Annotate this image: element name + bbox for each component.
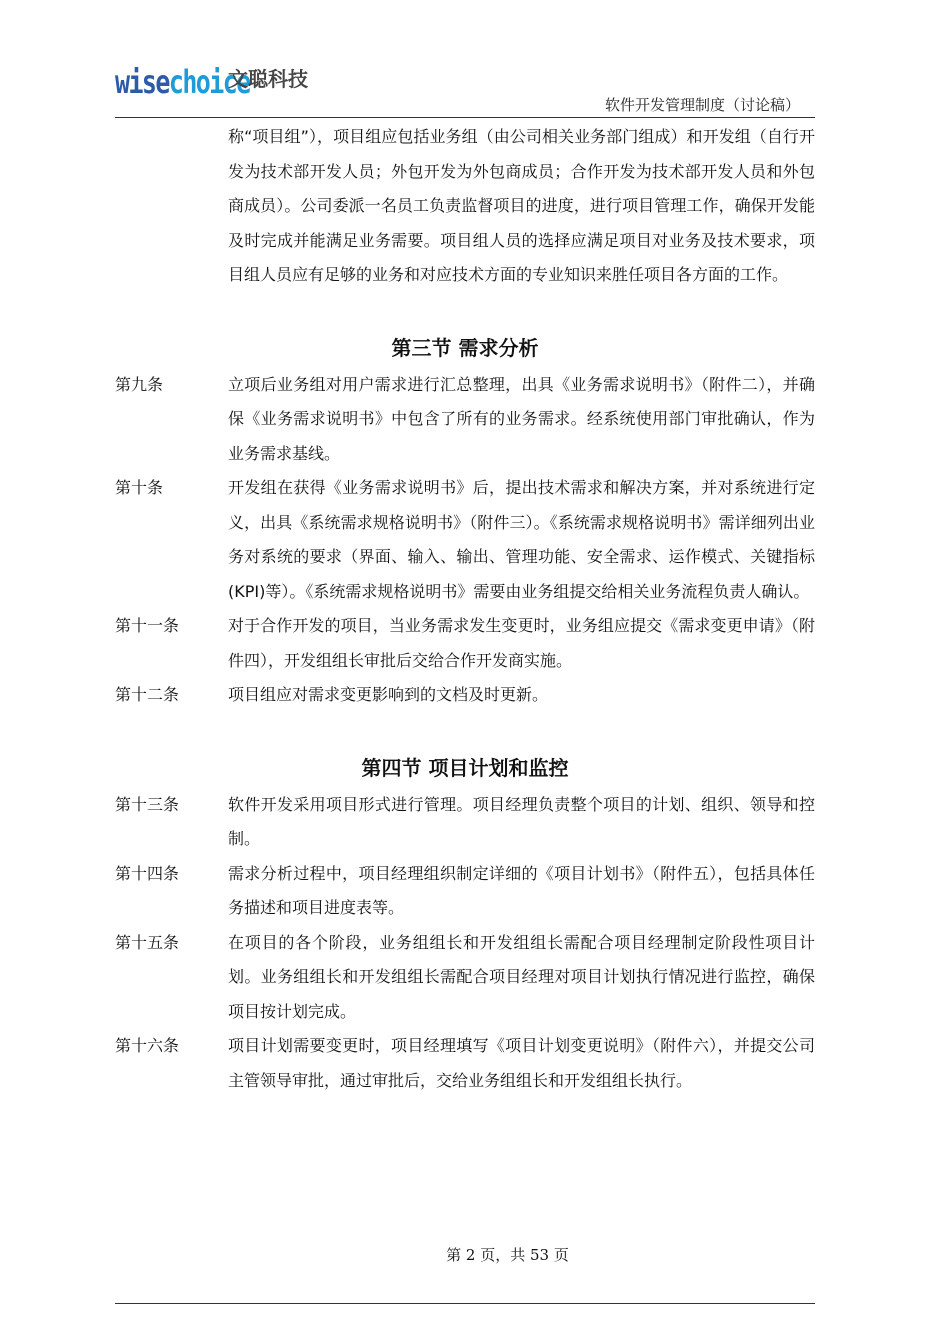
article-number: 第十条	[115, 478, 164, 497]
section-title: 第四节 项目计划和监控	[361, 755, 569, 780]
article-number: 第十五条	[115, 932, 180, 952]
section-title: 第三节 需求分析	[391, 335, 539, 360]
article-text: 在项目的各个阶段，业务组组长和开发组组长需配合项目经理制定阶段性项目计划。业务组组长和开发组组长需配合项目经理对项目计划执行情况进行监控，确保项目按计划完成。	[228, 932, 815, 1021]
article	[115, 471, 815, 609]
intro-paragraph: 称“项目组”），项目组应包括业务组（由公司相关业务部门组成）和开发组（自行开发为技术部开发人员；外包开发为外包商成员；合作开发为技术部开发人员和外包商成员）。公司委派一名员工负责监督项目的进度，进行项目管理工作，确保开发能及时完成并能满足业务需要。项目组人员的选择应满足项目对业务及技术要求，项目组人员应有足够的业务和对应技术方面的专业知识来胜任项目各方面的工作。	[228, 127, 815, 284]
article	[115, 678, 815, 713]
article-text: 开发组在获得《业务需求说明书》后，提出技术需求和解决方案，并对系统进行定义，出具《系统需求规格说明书》（附件三）。《系统需求规格说明书》需详细列出业务对系统的要求（界面、输入、输出、管理功能、安全需求、运作模式、关键指标(KPI)等）。《系统需求规格说明书》需要由业务组提交给相关业务流程负责人确认。	[228, 478, 815, 601]
article	[115, 368, 815, 472]
page-body	[115, 120, 815, 1098]
article-text: 对于合作开发的项目，当业务需求发生变更时，业务组应提交《需求变更申请》（附件四），开发组组长审批后交给合作开发商实施。	[228, 616, 815, 670]
article-text: 立项后业务组对用户需求进行汇总整理，出具《业务需求说明书》（附件二），并确保《业务需求说明书》中包含了所有的业务需求。经系统使用部门审批确认，作为业务需求基线。	[228, 374, 815, 463]
article	[115, 609, 815, 678]
document-title: 软件开发管理制度（讨论稿）	[604, 96, 800, 114]
article-number: 第十四条	[115, 863, 180, 883]
article-text: 项目计划需要变更时，项目经理填写《项目计划变更说明》（附件六），并提交公司主管领导审批，通过审批后，交给业务组组长和开发组组长执行。	[228, 1036, 815, 1090]
article	[115, 926, 815, 1030]
article-number: 第十二条	[115, 685, 180, 704]
article-number: 第九条	[115, 374, 164, 394]
logo-wordmark: wisechoice	[115, 63, 250, 101]
article-number: 第十一条	[115, 616, 180, 635]
article-number: 第十三条	[115, 794, 180, 814]
article	[115, 857, 815, 926]
header-divider	[115, 117, 815, 118]
article	[115, 788, 815, 857]
article	[115, 1029, 815, 1098]
footer-divider	[115, 1303, 815, 1304]
article-number: 第十六条	[115, 1036, 180, 1055]
page-number: 第 2 页，共 53 页	[446, 1246, 569, 1264]
article-text: 项目组应对需求变更影响到的文档及时更新。	[228, 685, 549, 704]
article-text: 需求分析过程中，项目经理组织制定详细的《项目计划书》（附件五），包括具体任务描述和项目进度表等。	[228, 863, 815, 917]
page-header	[115, 60, 815, 120]
company-name: 文聪科技	[228, 67, 308, 91]
article-text: 软件开发采用项目形式进行管理。项目经理负责整个项目的计划、组织、领导和控制。	[228, 794, 815, 848]
